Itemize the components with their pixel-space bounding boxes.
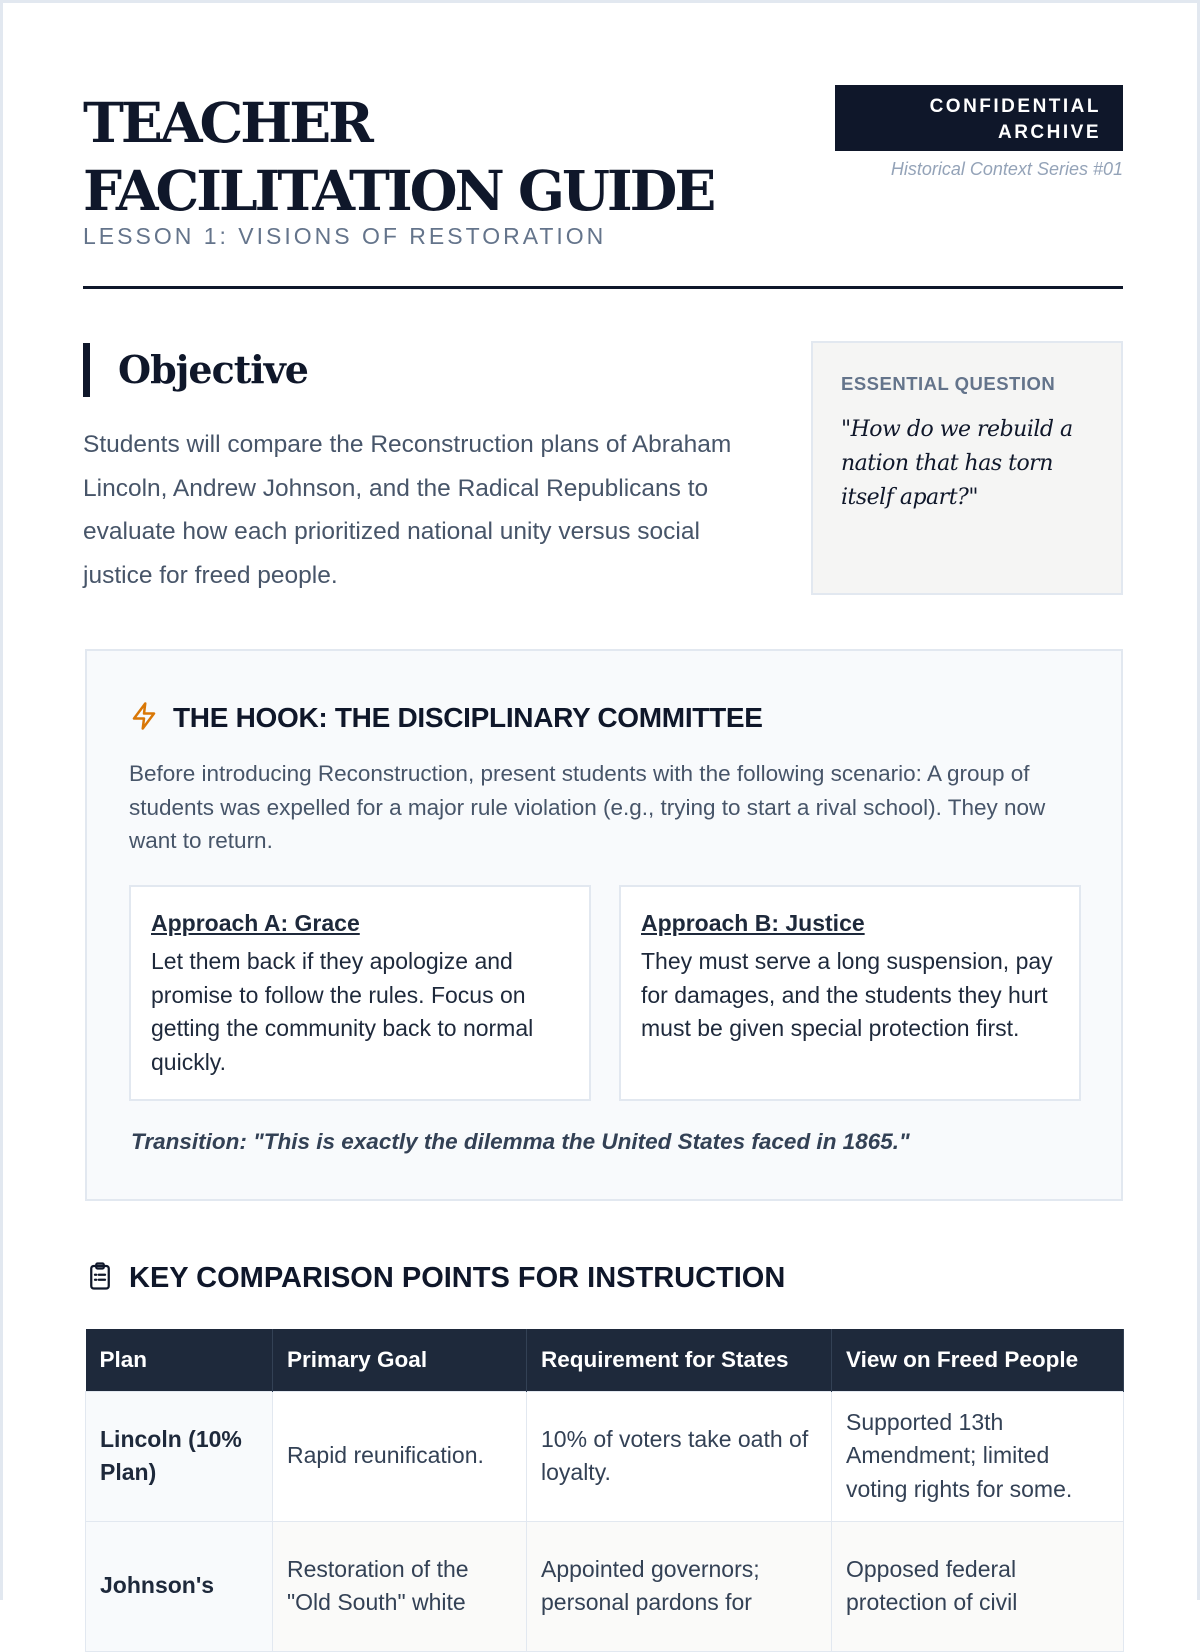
objective-heading-block [83,343,783,397]
essential-question-label: ESSENTIAL QUESTION [841,373,1056,394]
transition-text: Transition: "This is exactly the dilemma the United States faced in 1865." [131,1129,910,1154]
hook-title: THE HOOK: THE DISCIPLINARY COMMITTEE [173,702,763,733]
essential-question-box [811,341,1123,595]
table-header-row [86,1329,1124,1391]
confidential-badge: CONFIDENTIAL ARCHIVE [835,85,1123,151]
approach-a-title: Approach A: Grace [151,910,360,936]
objective-heading: Objective [118,347,308,392]
approach-a-text: Let them back if they apologize and promise to follow the rules. Focus on getting the community back to normal quickly. [151,948,534,1075]
goal-cell: Rapid reunification. [273,1391,527,1521]
hook-scenario-text: Before introducing Reconstruction, present students with the following scenario: A group of students was expelled for a major rule violation (e.g., trying to start a rival school). They now want to return. [129,761,1046,853]
requirement-cell: 10% of voters take oath of loyalty. [527,1391,832,1521]
series-label: Historical Context Series #01 [890,159,1123,179]
clipboard-icon [85,1259,115,1298]
essential-question-quote: "How do we rebuild a nation that has torn itself apart?" [841,417,1073,510]
comparison-table [85,1329,1124,1652]
objective-text: Students will compare the Reconstruction plans of Abraham Lincoln, Andrew Johnson, and the Radical Republicans to evaluate how each prioritized national unity versus social justice for freed people. [83,431,732,589]
lesson-subtitle: LESSON 1: VISIONS OF RESTORATION [83,223,607,249]
page-title: TEACHER FACILITATION GUIDE [83,90,714,223]
column-header-plan: Plan [86,1329,273,1391]
page-header [83,83,1123,289]
hook-section [85,649,1123,1201]
goal-cell: Restoration of the "Old South" white [273,1521,527,1651]
comparison-header [85,1259,785,1297]
table-row [86,1521,1124,1651]
column-header-freed-people: View on Freed People [832,1329,1124,1391]
approach-b-title: Approach B: Justice [641,910,865,936]
plan-cell: Johnson's [86,1521,273,1651]
plan-cell: Lincoln (10% Plan) [86,1391,273,1521]
requirement-cell: Appointed governors; personal pardons for [527,1521,832,1651]
lightning-icon [129,699,159,738]
freed-people-cell: Supported 13th Amendment; limited voting rights for some. [832,1391,1124,1521]
column-header-requirement: Requirement for States [527,1329,832,1391]
hook-header [129,699,763,737]
freed-people-cell: Opposed federal protection of civil [832,1521,1124,1651]
approach-a-card [129,885,591,1101]
table-row [86,1391,1124,1521]
approach-b-text: They must serve a long suspension, pay for damages, and the students they hurt must be given special protection first. [641,948,1053,1041]
comparison-title: KEY COMPARISON POINTS FOR INSTRUCTION [129,1261,786,1294]
approach-b-card [619,885,1081,1101]
column-header-goal: Primary Goal [273,1329,527,1391]
